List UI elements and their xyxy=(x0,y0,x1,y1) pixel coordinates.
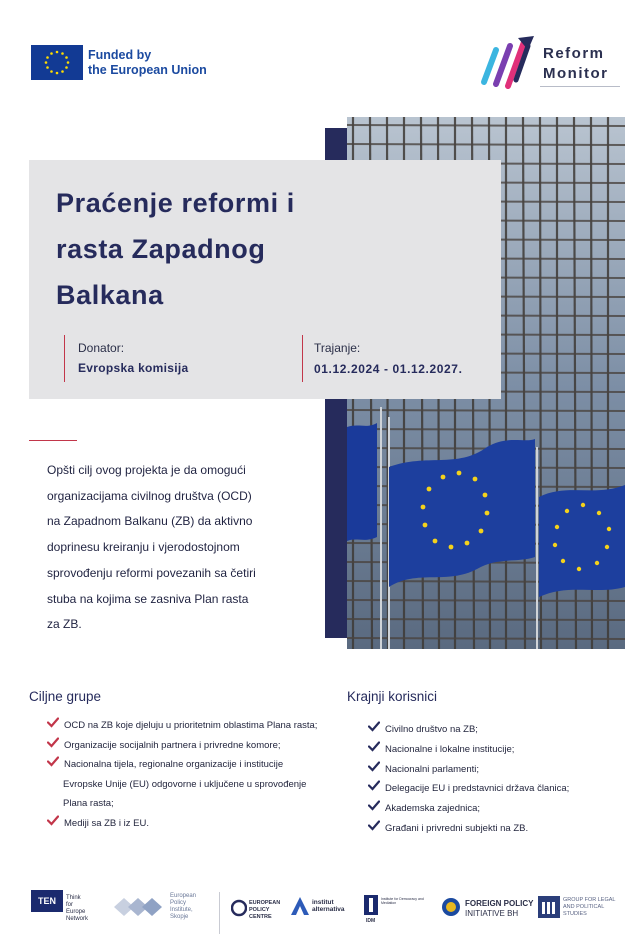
ia-line: alternativa xyxy=(312,906,345,913)
target-groups-title: Ciljne grupe xyxy=(29,689,102,704)
fpi-line: INITIATIVE BH xyxy=(465,908,519,918)
checkmark-icon xyxy=(368,720,380,731)
fpi-bh-logo-icon xyxy=(441,897,461,922)
list-item xyxy=(47,755,347,814)
ten-sub-line: for xyxy=(66,902,74,908)
section-divider xyxy=(29,440,77,441)
donor-accent-bar xyxy=(64,335,65,382)
institut-alternativa-text xyxy=(312,899,345,913)
desc-line: na Zapadnom Balkanu (ZB) da aktivno xyxy=(47,514,253,529)
beneficiary-text: Akademska zajednica; xyxy=(385,803,481,815)
institut-alternativa-logo-icon xyxy=(290,896,310,921)
title-line-2: rasta Zapadnog xyxy=(56,234,266,264)
checkmark-icon xyxy=(368,740,380,751)
ten-sub-line: Europe xyxy=(66,909,86,915)
checkmark-icon xyxy=(47,716,59,727)
ten-sub-line: Network xyxy=(66,916,89,922)
idm-logo-text: IDM xyxy=(366,918,376,924)
idm-logo-icon xyxy=(364,895,378,920)
beneficiary-text: Nacionalni parlamenti; xyxy=(385,763,479,775)
donor-label: Donator: xyxy=(78,341,125,355)
list-item xyxy=(368,720,628,740)
eu-funding-line2: the European Union xyxy=(88,63,207,77)
duration-label: Trajanje: xyxy=(314,341,361,355)
reform-monitor-wordmark xyxy=(543,44,608,84)
duration-accent-bar xyxy=(302,335,303,382)
epi-skopje-logo-icon xyxy=(112,892,166,927)
list-item xyxy=(47,716,347,736)
checkmark-icon xyxy=(47,736,59,747)
glps-line: GROUP FOR LEGAL xyxy=(563,897,616,903)
page-title xyxy=(56,180,386,318)
desc-line: organizacijama civilnog društva (OCD) xyxy=(47,488,252,503)
project-description xyxy=(47,458,297,638)
epi-logo-text xyxy=(170,893,196,921)
beneficiary-text: Delegacije EU i predstavnici država članica; xyxy=(385,783,570,795)
fpi-bh-logo-text xyxy=(465,899,533,918)
title-line-1: Praćenje reformi i xyxy=(56,188,295,218)
checkmark-icon xyxy=(47,755,59,766)
brand-line1: Reform xyxy=(543,45,605,62)
target-group-text: Plana rasta; xyxy=(63,798,114,809)
glps-line: AND POLITICAL xyxy=(563,904,605,910)
checkmark-icon xyxy=(368,760,380,771)
target-group-text: Evropske Unije (EU) odgovorne i uključene u sprovođenje xyxy=(63,778,307,790)
title-line-3: Balkana xyxy=(56,280,164,310)
target-groups-list xyxy=(47,716,347,833)
target-group-text: Nacionalna tijela, regionalne organizacije i institucije xyxy=(64,759,284,770)
donor-value: Evropska komisija xyxy=(78,361,189,375)
list-item xyxy=(47,736,347,756)
beneficiary-text: Nacionalne i lokalne institucije; xyxy=(385,743,515,755)
checkmark-icon xyxy=(47,814,59,825)
glps-logo-icon xyxy=(538,896,560,923)
list-item xyxy=(368,779,628,799)
eu-flag-icon xyxy=(31,45,83,80)
target-group-text: Mediji sa ZB i iz EU. xyxy=(64,817,149,829)
epc-logo-icon xyxy=(231,897,247,924)
ten-sub-line: Think xyxy=(66,895,81,901)
epi-line: Skopje xyxy=(170,914,189,920)
epc-line: CENTRE xyxy=(249,914,272,920)
checkmark-icon xyxy=(368,779,380,790)
partner-logos xyxy=(0,884,643,934)
epc-line: EUROPEAN xyxy=(249,900,281,906)
footer-divider xyxy=(219,892,220,934)
glps-line: STUDIES xyxy=(563,911,587,917)
epi-line: Policy xyxy=(170,900,187,906)
desc-line: doprinesu kreiranju i vjerodostojnom xyxy=(47,540,240,555)
desc-line: Opšti cilj ovog projekta je da omogući xyxy=(47,463,246,477)
brand-underline xyxy=(540,86,620,87)
list-item xyxy=(368,740,628,760)
list-item xyxy=(47,814,347,834)
list-item xyxy=(368,760,628,780)
beneficiary-text: Civilno društvo na ZB; xyxy=(385,724,478,735)
eu-funding-text xyxy=(88,48,207,78)
glps-logo-text xyxy=(563,897,615,918)
epc-logo-text xyxy=(249,900,280,921)
ten-logo: TEN xyxy=(31,890,63,912)
duration-value: 01.12.2024 - 01.12.2027. xyxy=(314,362,463,376)
checkmark-icon xyxy=(368,819,380,830)
fpi-line: FOREIGN POLICY xyxy=(465,899,534,908)
epi-line: European xyxy=(170,893,197,899)
epi-line: Institute, xyxy=(170,907,193,913)
brand-line2: Monitor xyxy=(543,65,609,82)
desc-line: sprovođenju reformi povezanih sa četiri xyxy=(47,565,256,580)
target-group-text: OCD na ZB koje djeluju u prioritetnim oblastima Plana rasta; xyxy=(64,720,318,731)
epc-line: POLICY xyxy=(249,907,270,913)
desc-line: za ZB. xyxy=(47,617,82,632)
ia-line: institut xyxy=(312,899,334,906)
target-group-text: Organizacije socijalnih partnera i privredne komore; xyxy=(64,739,281,751)
ten-logo-subtext xyxy=(66,895,88,923)
eu-funding-line1: Funded by xyxy=(88,48,152,62)
end-beneficiaries-title: Krajnji korisnici xyxy=(347,689,438,704)
desc-line: stuba na kojima se zasniva Plan rasta xyxy=(47,591,249,606)
beneficiary-text: Građani i privredni subjekti na ZB. xyxy=(385,822,529,834)
idm-logo-subtext: Institute for Democracy and Mediation xyxy=(381,897,424,905)
list-item xyxy=(368,819,628,839)
list-item xyxy=(368,799,628,819)
end-beneficiaries-list xyxy=(368,720,628,839)
checkmark-icon xyxy=(368,799,380,810)
